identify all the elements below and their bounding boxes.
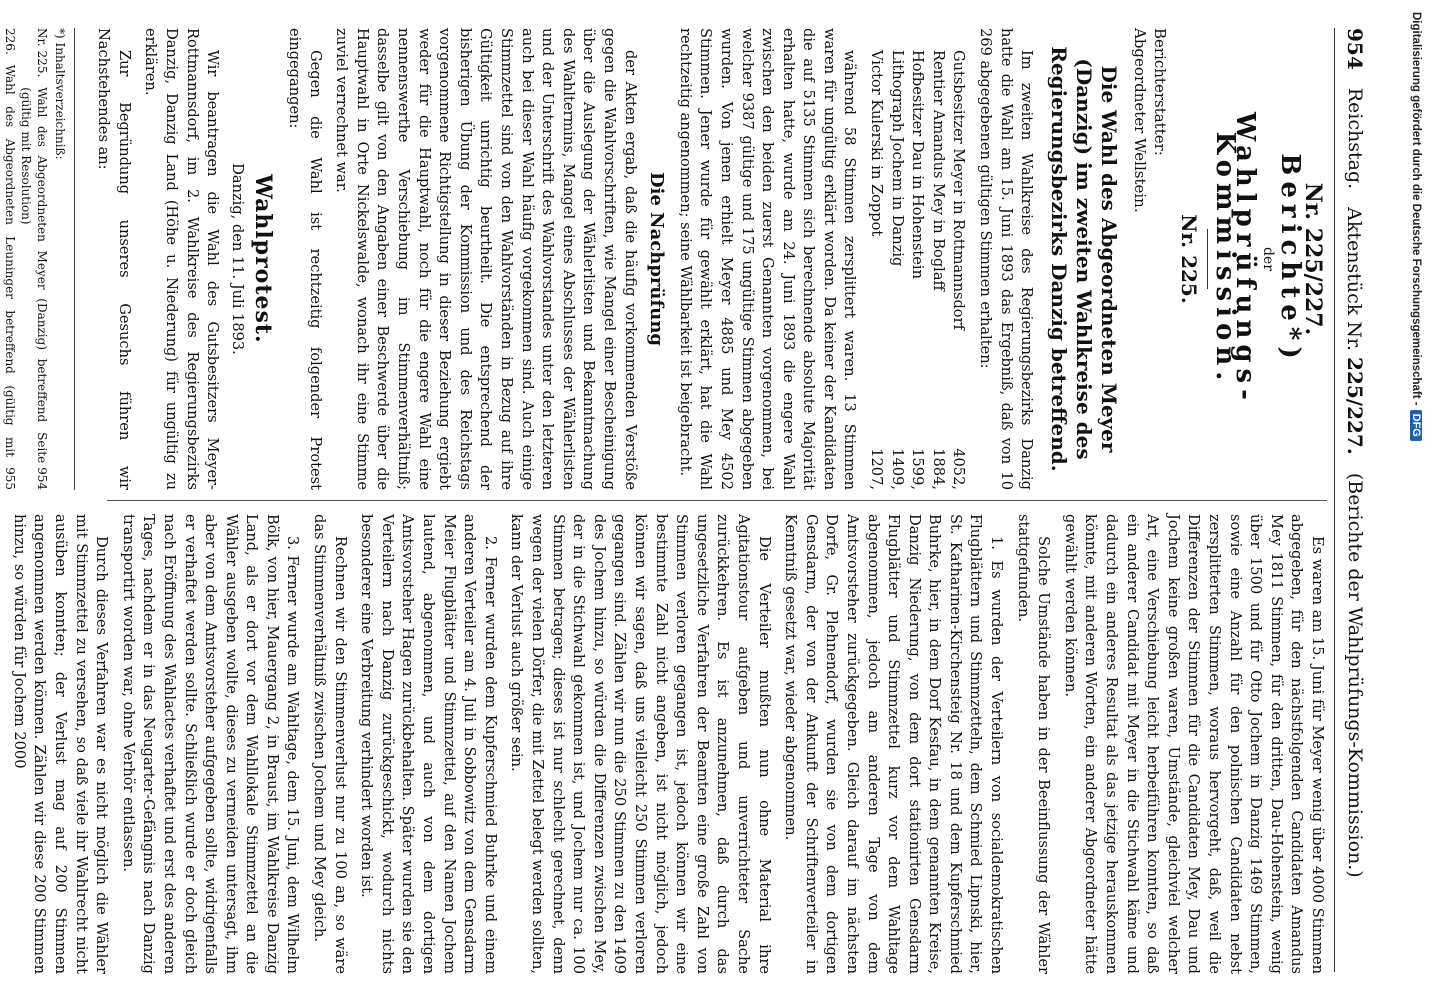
candidate-votes: 1599, bbox=[909, 448, 927, 490]
nr-heading: Nr. 225/227. bbox=[1300, 182, 1326, 336]
der-label: der bbox=[1259, 247, 1276, 271]
berichte-heading: Berichte*) bbox=[1275, 153, 1306, 365]
footnote-page: Seite 954 bbox=[34, 432, 49, 490]
chamber-label: Reichstag. bbox=[1344, 87, 1366, 190]
footnote-nr: Nr. 225. bbox=[34, 28, 49, 78]
footnote-page: 955 bbox=[2, 467, 17, 490]
paragraph: Durch dieses Verfahren war es nicht möglich die Wähler mit Stimmzettel zu versehen, so daß viele ihr Wahlrecht nicht ausüben konnten; der Verlust mag auf 200 Stimmen angenommen werden können. Zählen wir diese 200 Stimmen hinzu, so würden für Jochem 2000 bbox=[10, 514, 111, 974]
results-paragraph: während 58 Stimmen zersplittert waren. 13 Stimmen waren für ungültig erklärt worden. Da keiner der Kandidaten die auf 5135 Stimmen sich berechnende absolute Majorität erhalten hatte, wurde am 24. Juni 1893 die engere Wahl zwischen den beiden zuerst Genannten vorgenommen, bei welcher 9387 gültige und 175 ungültige Stimmen abgegeben wurden. Von jenen erhielt Meyer 4885 und Mey 4502 Stimmen. Jener wurde für gewählt erklärt, hat die Wahl rechtzeitig angenommen; seine Wählbarkeit ist beigebracht. bbox=[676, 28, 859, 490]
result-row bbox=[886, 50, 907, 490]
rapporteur-name: Abgeordneter Wellstein. bbox=[1130, 28, 1149, 213]
protest-intro: Gegen die Wahl ist rechtzeitig folgender Protest eingegangen: bbox=[286, 28, 324, 490]
column-divider bbox=[107, 500, 1327, 501]
paragraph: 1. Es wurden der Verteilern von socialdemokratischen Flugblättern und Stimmzetteln, dem Schmied Lipnski, hier, St. Katharinen-Kirchensteig Nr. 18 und dem Kupferschmied Buhrke, hier, in dem Dorf Kesfau, in dem genannten Kreise, Danzig Niederung, von dem dort stationirten Gensdarm Flugblätter und Stimmzettel kurz vor dem Wahltage abgenommen, jedoch am anderen Tage von dem Amtsvorsteher zurückgegeben. Gleich darauf im nächsten Dorfe, Gr. Plehnendorf, wurden sie von dem dortigen Gensdarm, der von der Ankunft der Schriftenverteiler in Kenntniß gesetzt war, wieder abgenommen. bbox=[782, 514, 1006, 974]
commission-heading: Wahlprüfungs-Kommission. bbox=[1209, 112, 1261, 406]
candidate-name: Hofbesitzer Dau in Hohenstein bbox=[909, 50, 927, 280]
protest-body: Wir beantragen die Wahl des Gutsbesitzers Meyer-Rottmannsdorf, im 2. Wahlkreise des Regierungsbezirks Danzig, Danzig Land (Höhe u. Niederung) für ungültig zu erklären. bbox=[142, 28, 222, 490]
left-column bbox=[0, 28, 1327, 490]
candidate-name: Victor Kulerski in Zoppot bbox=[868, 50, 886, 237]
candidate-name: Rentier Amandus Mey in Boglaff bbox=[929, 50, 947, 291]
candidate-votes: 1207, bbox=[868, 448, 886, 490]
rapporteur-label: Berichterstatter: bbox=[1151, 28, 1170, 156]
footnote-text: Wahl des Abgeordneten Meyer (Danzig) betreffend (gültig mit Resolution) bbox=[18, 87, 49, 423]
right-column bbox=[2, 514, 1327, 974]
footnotes bbox=[0, 28, 75, 490]
candidate-votes: 4052, bbox=[950, 448, 968, 490]
divider bbox=[1207, 229, 1208, 289]
paragraph: Die Verteiler mußten nun ohne Material ihre Agitationstour aufgeben und unverrichteter Sache zurückkehren. Es ist anzunehmen, daß durch das ungesetzliche Verfahren der Beamten eine große Zahl von Stimmen verloren gegangen ist, jedoch können wir eine bestimmte Zahl nicht angeben, ist nicht möglich, jedoch können wir sagen, daß uns vielleicht 250 Stimmen verloren gegangen sind. Zählen wir nun die 250 Stimmen zu den 1409 des Jochem hinzu, so würden die Differenzen zwischen Mey, der in die Stichwahl gekommen ist, und Jochem nur ca. 100 Stimmen betragen; dieses ist nur schlecht gerechnet, denn wegen der vielen Dörfer, die mit Zettel belegt werden sollten, kann der Verlust auch größer sein. bbox=[508, 514, 773, 974]
candidate-votes: 1409, bbox=[888, 448, 906, 490]
candidate-votes: 1884, bbox=[929, 448, 947, 490]
protest-dateline: Danzig, den 11. Juli 1893. bbox=[228, 163, 246, 355]
footnote-title: *) Inhaltsverzeichniß: bbox=[52, 28, 67, 160]
paragraph: Rechnen wir den Stimmenverlust nur zu 100 an, so wäre das Stimmenverhältniß zwischen Jochem und Mey gleich. bbox=[311, 514, 349, 974]
section-heading: Die Nachprüfung bbox=[646, 172, 668, 346]
paragraph: Es waren am 15. Juni für Meyer wenig über 4000 Stimmen abgegeben, für den nächstfolgenden Candidaten Amandus Mey 1811 Stimmen, für den dritten, Dau-Hohenstein, wenig über 1500 und für Otto Jochem in Danzig 1469 Stimmen, sowie eine Anzahl für den polnischen Candidaten nebst zersplitterten Stimmen, woraus hervorgeht, daß, weil die Differenzen der Stimmen für die Candidaten Mey, Dau und Jochem keine großen waren, Umstände, gleichviel welcher Art, eine Verschiebung leicht herbeiführen konnten, so daß ein anderer Candidat mit Meyer in die Stichwahl käme und dadurch ein anderes Resultat als das jetzige herauskommen könnte, mit anderen Worten, ein anderer Abgeordneter hätte gewählt werden können. bbox=[1061, 514, 1326, 974]
credit-text: Digitalisierung gefördert durch die Deutsche Forschungsgemeinschaft - bbox=[1410, 12, 1422, 406]
page-header bbox=[1334, 28, 1375, 972]
report-title: Die Wahl des Abgeordneten Meyer (Danzig) im zweiten Wahlkreise des Regierungsbezirks Danzig betreffend. bbox=[1047, 46, 1122, 472]
intro-paragraph: Im zweiten Wahlkreise des Regierungsbezirks Danzig hatte die Wahl am 15. Juni 1893 das Ergebniß, daß von 10 269 abgegebenen gültigen Stimmen erhalten: bbox=[977, 28, 1036, 490]
footnote-row bbox=[18, 28, 50, 490]
footnote-nr: 226. bbox=[2, 28, 17, 55]
result-row bbox=[907, 50, 928, 490]
dfg-logo: DFG bbox=[1410, 410, 1422, 441]
protest-heading: Wahlprotest. bbox=[250, 174, 277, 344]
paragraph: 2. Ferner wurden dem Kupferschmied Buhrke und einem anderen Verteiler am 4. Juli in Sobbowitz von dem Gensdarm Meier Flugblätter und Stimmzettel, auf den Namen Jochem lautend, abgenommen, und auch von dem dortigen Amtsvorsteher Hagen zurückbehalten. Später wurden sie den Verteilern nach Danzig zurückgeschickt, wodurch nichts besonderer eine Verbreitung verhindert worden ist. bbox=[358, 514, 499, 974]
doc-numbers: 225/227. bbox=[1343, 357, 1367, 455]
digitization-credit bbox=[1402, 12, 1430, 988]
results-list bbox=[866, 50, 969, 490]
doc-label: Aktenstück Nr. bbox=[1343, 207, 1365, 351]
result-row bbox=[948, 50, 969, 490]
page-number: 954 bbox=[1343, 28, 1367, 70]
series-label: (Berichte der Wahlprüfungs-Kommission.) bbox=[1344, 472, 1366, 878]
footnote-row bbox=[0, 28, 18, 490]
candidate-name: Lithograph Jochem in Danzig bbox=[888, 50, 906, 267]
footnote-text: Wahl des Abgeordneten Leuninger betreffend (gültig mit bbox=[2, 64, 17, 458]
result-row bbox=[927, 50, 948, 490]
paragraph: Solche Umstände haben in der Beeinflussung der Wähler stattgefunden. bbox=[1014, 514, 1053, 974]
review-paragraph: der Akten ergab, daß die häufig vorkommenden Verstöße gegen die Wahlvorschriften, wie Mangel einer Bescheinigung über die Auslegung der Wählerlisten und Bekanntmachung des Wahltermins, Mangel eines Abschlusses der Wählerlisten und der Unterschrift des Wahlvorstandes unter den letzteren auch bei dieser Wahl häufig vorgekommen sind. Auch einige Stimmzettel sind von den Wahlvorständen in Bezug auf ihre Gültigkeit unrichtig beurtheilt. Die entsprechend der bisherigen Übung der Kommission und des Reichstags vorgenommene Richtigstellung in dieser Beziehung ergiebt weder für die Hauptwahl, noch für die engere Wahl eine nennenswerthe Verschiebung im Stimmenverhältniß; dasselbe gilt von den Angaben einer Beschwerde über die Hauptwahl in Orte Nickelswalde, wonach ihr eine Stimme zuviel verrechnet war. bbox=[333, 28, 639, 490]
protest-body-2: Zur Begründung unseres Gesuchs führen wir Nachstehendes an: bbox=[95, 28, 133, 490]
candidate-name: Gutsbesitzer Meyer in Rottmannsdorf bbox=[950, 50, 968, 330]
nr-sub-heading: Nr. 225. bbox=[1177, 214, 1202, 304]
doc-number bbox=[1343, 207, 1367, 455]
paragraph: 3. Ferner wurde am Wahltage, dem 15. Juni, dem Wilhelm Bölk, von hier, Mauergang 2, in Braust, im Wahlkreise Danzig Land, als er dort vor dem Wahllokale Stimmzettel an die Wähler ausgeben wollte, dieses zu vermeiden untersagt, ihm aber von dem Amtsvorsteher aufgegeben sollte, widrigenfalls er verhaftet werden sollte. Schließlich wurde er doch gleich nach Eröffnung des Wahlactes verhaftet und erst des anderen Tages, nachdem er in das Neugarter-Gefängnis nach Danzig transportirt worden war, ohne Verhör entlassen. bbox=[119, 514, 302, 974]
result-row bbox=[866, 50, 887, 490]
